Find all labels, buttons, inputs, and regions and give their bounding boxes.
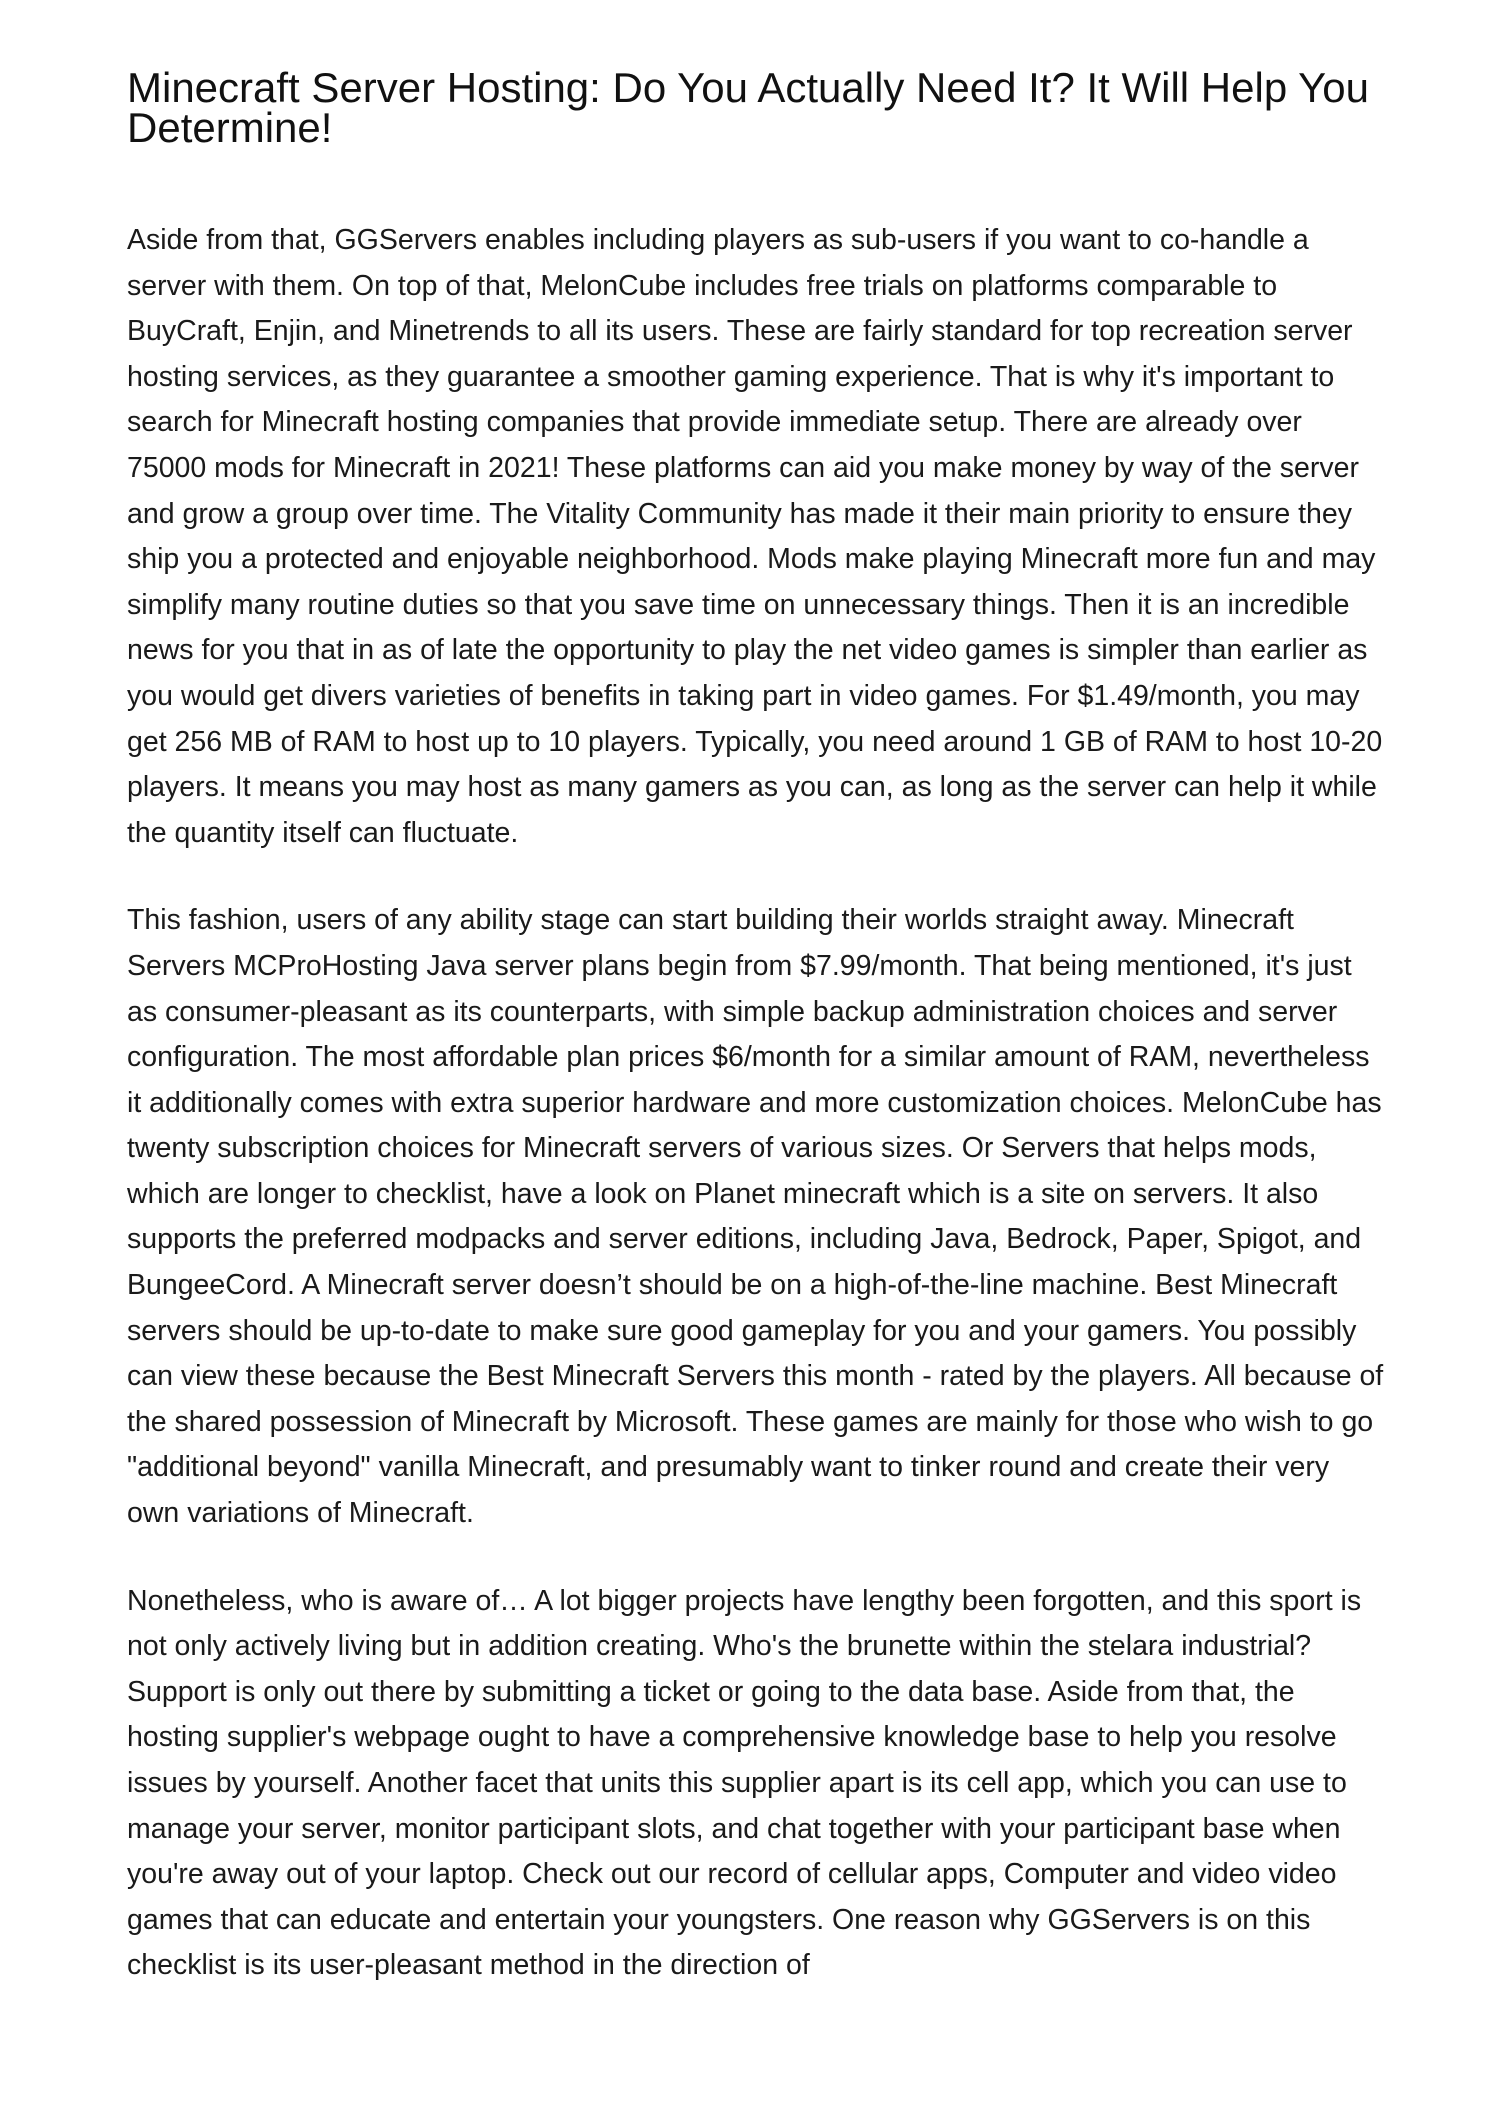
paragraph-3: Nonetheless, who is aware of… A lot bigger projects have lengthy been forgotten, and this sport is not only actively living but in addition creating. Who's the brunette within the stelara industrial? Support is only out there by submitting a ticket or going to the data base. Aside from that, the hosting supplier's webpage ought to have a comprehensive knowledge base to help you resolve issues by yourself. Another facet that units this supplier apart is its cell app, which you can use to manage your server, monitor participant slots, and chat together with your participant base when you're away out of your laptop. Check out our record of cellular apps, Computer and video video games that can educate and entertain your youngsters. One reason why GGServers is on this checklist is its user-pleasant method in the direction of	[127, 1584, 1362, 1982]
paragraph-1: Aside from that, GGServers enables including players as sub-users if you want to co-handle a server with them. On top of that, MelonCube includes free trials on platforms comparable to BuyCraft, Enjin, and Minetrends to all its users. These are fairly standard for top recreation server hosting services, as they guarantee a smoother gaming experience. That is why it's important to search for Minecraft hosting companies that provide immediate setup. There are already over 75000 mods for Minecraft in 2021! These platforms can aid you make money by way of the server and grow a group over time. The Vitality Community has made it their main priority to ensure they ship you a protected and enjoyable neighborhood. Mods make playing Minecraft more fun and may simplify many routine duties so that you save time on unnecessary things. Then it is an incredible news for you that in as of late the opportunity to play the net video games is simpler than earlier as you would get divers varieties of benefits in taking part in video games. For $1.49/month, you may get 256 MB of RAM to host up to 10 players. Typically, you need around 1 GB of RAM to host 10-20 players. It means you may host as many gamers as you can, as long as the server can help it while the quantity itself can fluctuate.	[127, 224, 1383, 849]
document-page	[127, 64, 1387, 1989]
document-title: Minecraft Server Hosting: Do You Actually Need It? It Will Help You Determine!	[127, 64, 1369, 151]
paragraph-2: This fashion, users of any ability stage can start building their worlds straight away. Minecraft Servers MCProHosting Java server plans begin from $7.99/month. That being mentioned, it's just as consumer-pleasant as its counterparts, with simple backup administration choices and server configuration. The most affordable plan prices $6/month for a similar amount of RAM, nevertheless it additionally comes with extra superior hardware and more customization choices. MelonCube has twenty subscription choices for Minecraft servers of various sizes. Or Servers that helps mods, which are longer to checklist, have a look on Planet minecraft which is a site on servers. It also supports the preferred modpacks and server editions, including Java, Bedrock, Paper, Spigot, and BungeeCord. A Minecraft server doesn’t should be on a high-of-the-line machine. Best Minecraft servers should be up-to-date to make sure good gameplay for you and your gamers. You possibly can view these because the Best Minecraft Servers this month - rated by the players. All because of the shared possession of Minecraft by Microsoft. These games are mainly for those who wish to go "additional beyond" vanilla Minecraft, and presumably want to tinker round and create their very own variations of Minecraft.	[127, 904, 1384, 1530]
